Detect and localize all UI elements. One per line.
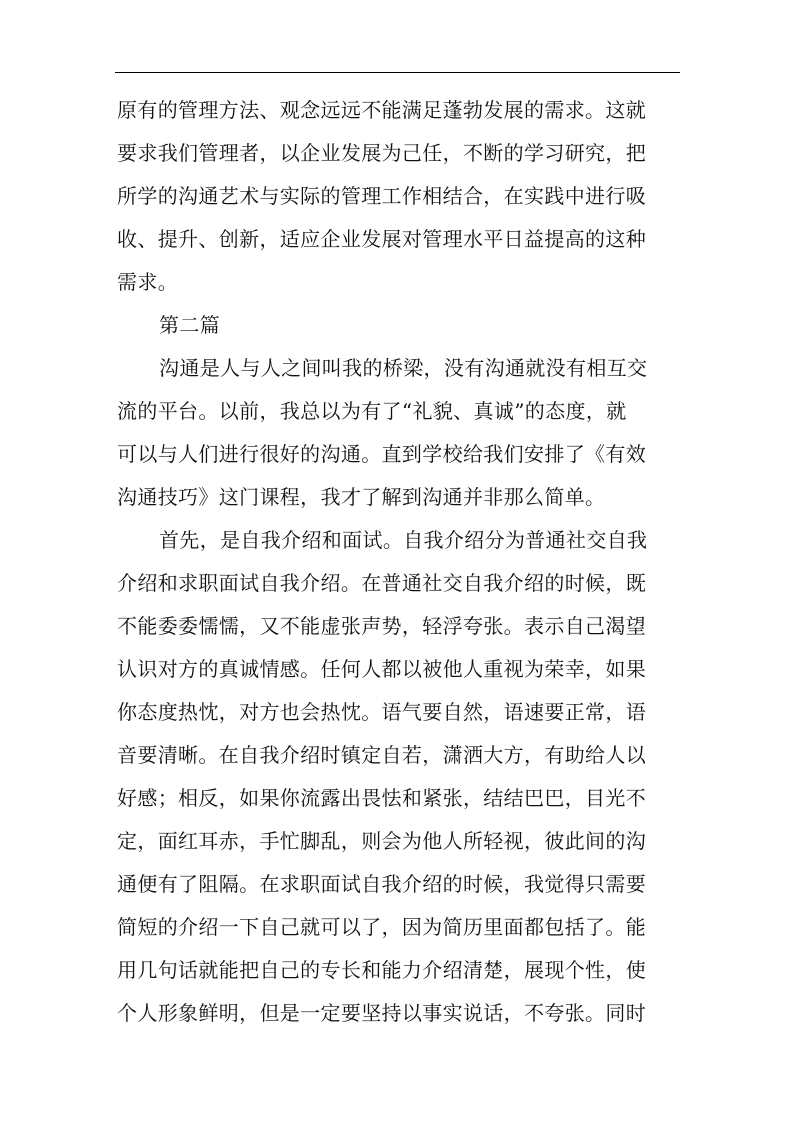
text-line: 可以与人们进行很好的沟通。直到学校给我们安排了《有效 — [117, 442, 647, 466]
text-line: 通便有了阻隔。在求职面试自我介绍的时候，我觉得只需要 — [117, 872, 647, 896]
paragraph-first-line: 沟通是人与人之间叫我的桥梁，没有沟通就没有相互交 — [159, 356, 648, 380]
text-line: 个人形象鲜明，但是一定要坚持以事实说话，不夸张。同时 — [117, 1001, 647, 1025]
paragraph-first-line: 首先，是自我介绍和面试。自我介绍分为普通社交自我 — [159, 528, 648, 552]
text-line: 好感；相反，如果你流露出畏怯和紧张，结结巴巴，目光不 — [117, 786, 647, 810]
text-line: 简短的介绍一下自己就可以了，因为简历里面都包括了。能 — [117, 915, 647, 939]
text-line: 所学的沟通艺术与实际的管理工作相结合，在实践中进行吸 — [117, 184, 647, 208]
text-line: 用几句话就能把自己的专长和能力介绍清楚，展现个性，使 — [117, 958, 647, 982]
section-heading: 第二篇 — [159, 313, 221, 337]
text-line: 定，面红耳赤，手忙脚乱，则会为他人所轻视，彼此间的沟 — [117, 829, 647, 853]
text-line: 要求我们管理者，以企业发展为己任，不断的学习研究，把 — [117, 141, 647, 165]
text-line: 音要清晰。在自我介绍时镇定自若，潇洒大方，有助给人以 — [117, 743, 647, 767]
text-line: 需求。 — [117, 270, 179, 294]
text-line: 原有的管理方法、观念远远不能满足蓬勃发展的需求。这就 — [117, 98, 647, 122]
text-line: 不能委委懦懦，又不能虚张声势，轻浮夸张。表示自己渴望 — [117, 614, 647, 638]
text-line: 沟通技巧》这门课程，我才了解到沟通并非那么简单。 — [117, 485, 606, 509]
text-line: 认识对方的真诚情感。任何人都以被他人重视为荣幸，如果 — [117, 657, 647, 681]
text-line: 你态度热忱，对方也会热忱。语气要自然，语速要正常，语 — [117, 700, 647, 724]
header-rule — [115, 72, 680, 73]
text-line: 流的平台。以前，我总以为有了“礼貌、真诚”的态度，就 — [117, 399, 627, 423]
text-line: 介绍和求职面试自我介绍。在普通社交自我介绍的时候，既 — [117, 571, 647, 595]
text-line: 收、提升、创新，适应企业发展对管理水平日益提高的这种 — [117, 227, 647, 251]
